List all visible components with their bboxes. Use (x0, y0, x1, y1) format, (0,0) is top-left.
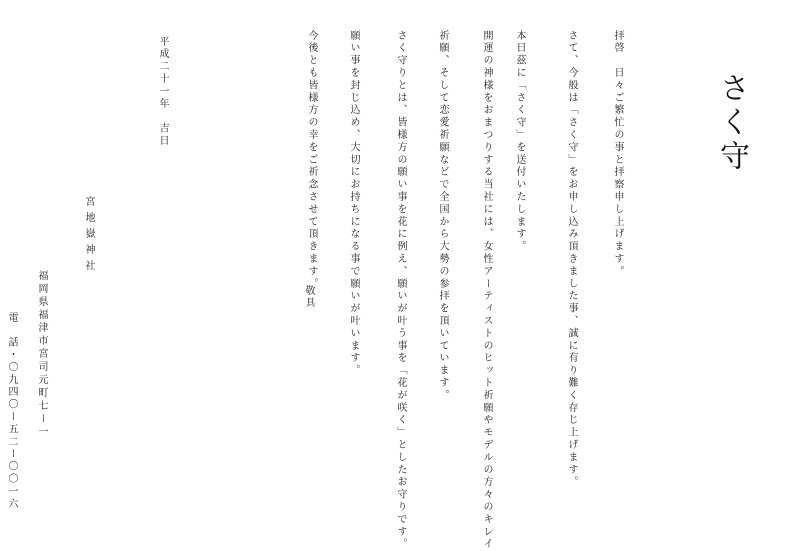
letter-line-5: さく守りとは、皆様方の願い事を花に例え、願いが叶う事を「花が咲く」としたお守りです。 (395, 30, 406, 551)
sender-shrine-name: 宮地嶽神社 (83, 196, 94, 276)
letter-line-4: 祈願、そして恋愛祈願などで全国から大勢の参拝を頂いています。 (437, 30, 448, 402)
document-title: さく守 (714, 72, 749, 174)
closing-keigu: 敬具 (303, 285, 314, 310)
date-line: 平成二十一年 吉日 (157, 36, 168, 148)
salutation-line: 拝啓 日々ご繁忙の事と拝察申し上げます。 (612, 30, 623, 278)
letter-line-1: さて、今般は「さく守」をお申し込み頂きました事、誠に有り難く存じ上げます。 (566, 30, 577, 489)
letter-line-6: 願い事を封じ込め、大切にお持ちになる事で願いが叶います。 (348, 30, 359, 378)
letter-line-3: 開運の神様をおまつりする当社には、女性アーティストのヒット祈願やモデルの方々のキレイ (481, 30, 492, 551)
sender-address: 福岡県福津市宮司元町七ー一 (36, 270, 47, 439)
letter-line-7: 今後とも皆様方の幸をご祈念させて頂きます。 (306, 30, 317, 291)
sender-phone: 電 話・〇九四〇ー五二ー〇〇一六 (6, 312, 17, 511)
letter-line-2: 本日茲に「さく守」を送付いたします。 (514, 30, 525, 254)
